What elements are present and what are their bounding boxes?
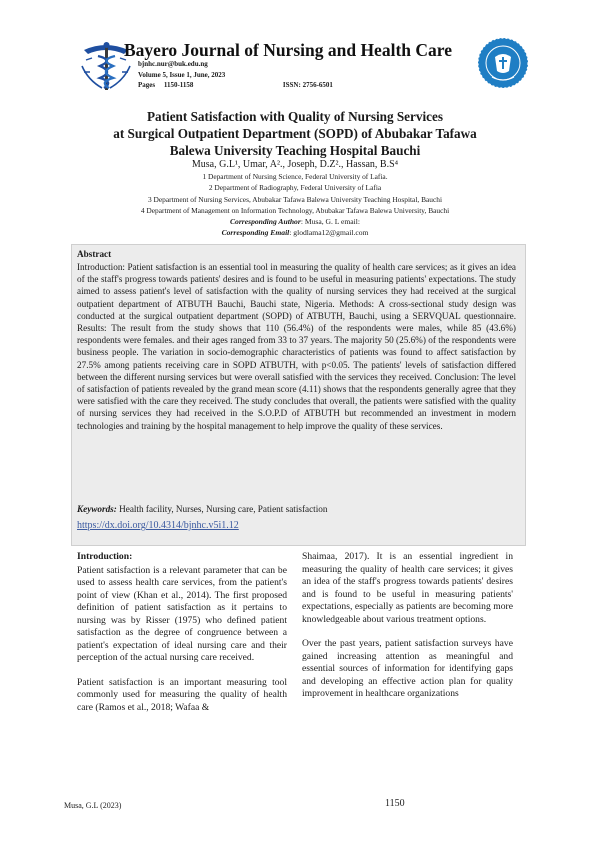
affiliation: 3 Department of Nursing Services, Abubakar Tafawa Balewa University Teaching Hospital, Bauchi xyxy=(147,195,443,204)
corresponding-email-value: : glodlama12@gmail.com xyxy=(289,228,369,237)
page-number: 1150 xyxy=(385,798,405,809)
affiliation: 4 Department of Management on Information Technology, Abubakar Tafawa Balewa University, Bauchi xyxy=(140,206,450,215)
article-title-line: at Surgical Outpatient Department (SOPD) of Abubakar Tafawa xyxy=(113,126,477,141)
journal-pages xyxy=(138,81,333,89)
affiliation: 2 Department of Radiography, Federal University of Lafia xyxy=(208,183,382,192)
introduction-heading: Introduction: xyxy=(77,551,133,562)
paragraph: Patient satisfaction is a relevant parameter that can be used to assess health care services, from the patient's point of view (Khan et al., 2014). The first proposed definition of patient satisfaction as it pertains to nursing was by Risser (1975) who defined patient satisfaction as the degree of congruence between a patient's expectation of ideal nursing care and their perception of the actual nursing care received. xyxy=(77,564,287,663)
right-column xyxy=(302,551,513,701)
affiliation: 1 Department of Nursing Science, Federal University of Lafia. xyxy=(202,172,388,181)
corresponding-author-value: : Musa, G. L email: xyxy=(300,217,361,226)
corresponding-author xyxy=(40,217,550,226)
journal-issn: ISSN: 2756-6501 xyxy=(282,81,333,89)
abstract-text: Introduction: Patient satisfaction is an essential tool in measuring the quality of health care services; as it gives an idea of the staff's progress towards patients' desires and is found to be useful in measuring patients' expectations. The study aimed to assess patient's level of satisfaction with the quality of nursing services they had received at the surgical outpatient department of ATBUTH Bauchi, Bauchi state, Nigeria. Methods: A cross-sectional study design was conducted at the surgical outpatient department (SOPD) of ATBUTH, Bauchi, using a SERVQUAL questionnaire. Results: The result from the study shows that 110 (56.4%) of the respondents were males, while 85 (43.6%) respondents were females. and their ages ranged from 33 to 37 years. The majority 50 (25.6%) of the respondents were business people. The variation in socio-demographic characteristics of patients was found to affect satisfaction by 27.5% among patients receiving care in SOPD ATBUTH, with p<0.05. The patients' levels of satisfaction differed between the different nursing services but were overall satisfied with the services they received. Conclusion: The level of satisfaction of patients revealed by the grand mean score (4.11) shows that the respondents generally agree that they were satisfied with the care they received. The study concludes that overall, the patients were satisfied with the quality of nursing services they had received in the S.O.P.D of ATBUTH but recommended an investment in modern technologies and training by the hospital management to help improve the quality of these services. xyxy=(77,262,516,431)
abstract-heading: Abstract xyxy=(77,249,112,259)
keywords-value: Health facility, Nurses, Nursing care, Patient satisfaction xyxy=(116,504,328,514)
doi-link[interactable]: https://dx.doi.org/10.4314/bjnhc.v5i1.12 xyxy=(77,520,239,531)
pages-label: Pages xyxy=(138,81,156,89)
article-title-line: Patient Satisfaction with Quality of Nursing Services xyxy=(147,109,443,124)
keywords xyxy=(77,504,327,514)
paragraph: Shaimaa, 2017). It is an essential ingredient in measuring the quality of health care services; it gives an idea of the staff's progress towards patients' desires and is found to be useful in measuring patients' expectations, especially as patients are becoming more knowledgeable about various treatment options. xyxy=(302,551,513,625)
journal-seal-logo xyxy=(477,37,529,94)
journal-volume: Volume 5, Issue 1, June, 2023 xyxy=(138,71,226,79)
keywords-label: Keywords: xyxy=(77,504,117,514)
paragraph: Patient satisfaction is an important measuring tool commonly used for measuring the quality of health care (Ramos et al., 2018; Wafaa & xyxy=(77,676,287,713)
pages-range: 1150-1158 xyxy=(163,81,194,89)
author-list: Musa, G.L¹, Umar, A²., Joseph, D.Z²., Hassan, B.S⁴ xyxy=(191,159,399,170)
left-column xyxy=(77,551,287,714)
journal-name: Bayero Journal of Nursing and Health Care xyxy=(124,40,452,60)
article-title xyxy=(60,108,530,159)
corresponding-author-label: Corresponding Author xyxy=(229,217,301,226)
article-title-line: Balewa University Teaching Hospital Bauchi xyxy=(169,143,421,158)
corresponding-email-label: Corresponding Email xyxy=(221,228,290,237)
paragraph: Over the past years, patient satisfaction surveys have gained increasing attention as meaningful and essential sources of information for identifying gaps and developing an effective action plan for quality improvement in healthcare organizations xyxy=(302,638,513,699)
journal-email: bjnhc.nur@buk.edu.ng xyxy=(138,60,208,68)
corresponding-email xyxy=(40,228,550,237)
footer-citation: Musa, G.L (2023) xyxy=(64,801,122,810)
